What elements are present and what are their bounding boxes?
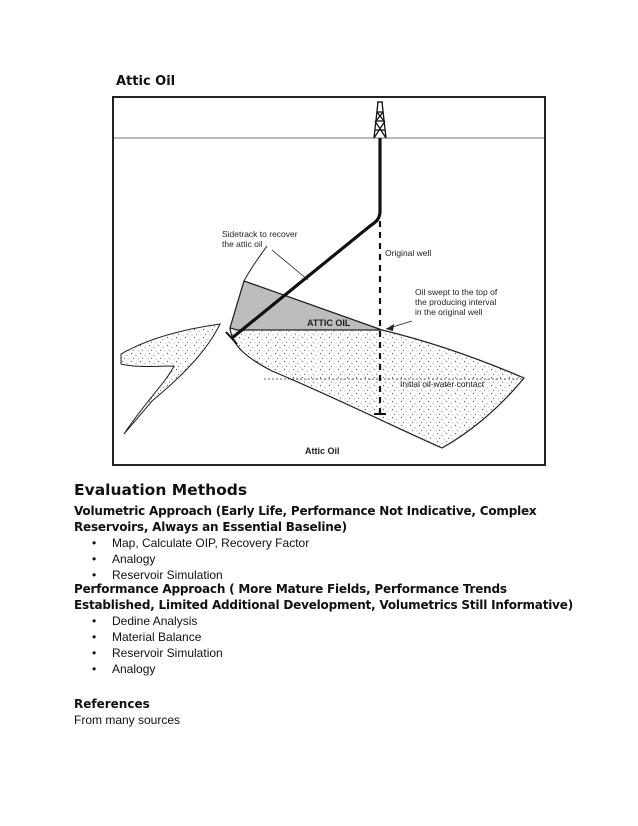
- bullet: •: [92, 536, 97, 550]
- bullet: •: [92, 568, 97, 582]
- list-item-text: Dedine Analysis: [112, 614, 198, 628]
- list-item-text: Analogy: [112, 662, 156, 676]
- bullet: •: [92, 630, 97, 644]
- label-swept-1: Oil swept to the top of: [415, 287, 498, 297]
- performance-heading-line-1: Performance Approach ( More Mature Fields, Performance Trends: [74, 582, 507, 596]
- attic-oil-diagram: [112, 96, 546, 466]
- list-item-text: Reservoir Simulation: [112, 568, 223, 582]
- label-swept-2: the producing interval: [415, 297, 497, 307]
- volumetric-heading-line-2: Reservoirs, Always an Essential Baseline): [74, 520, 347, 534]
- list-item-text: Map, Calculate OIP, Recovery Factor: [112, 536, 310, 550]
- label-swept-3: in the original well: [415, 307, 483, 317]
- performance-heading-line-2: Established, Limited Additional Development, Volumetrics Still Informative): [74, 598, 573, 612]
- list-item-text: Material Balance: [112, 630, 202, 644]
- list-item-text: Analogy: [112, 552, 156, 566]
- label-sidetrack-1: Sidetrack to recover: [222, 229, 298, 239]
- performance-list: [74, 613, 223, 677]
- list-item: [74, 535, 309, 551]
- volumetric-list: [74, 535, 309, 583]
- diagram-canvas: [112, 96, 546, 466]
- label-original-well: Original well: [385, 248, 432, 258]
- figure-title: Attic Oil: [116, 74, 176, 89]
- list-item: [74, 645, 223, 661]
- list-item: [74, 551, 309, 567]
- list-item: [74, 629, 223, 645]
- bullet: •: [92, 614, 97, 628]
- references-heading: References: [74, 697, 150, 711]
- bullet: •: [92, 552, 97, 566]
- bullet: •: [92, 646, 97, 660]
- label-sidetrack-2: the attic oil: [222, 239, 263, 249]
- figure-caption: Attic Oil: [305, 446, 340, 456]
- bullet: •: [92, 662, 97, 676]
- performance-heading: [74, 581, 594, 613]
- volumetric-heading: [74, 503, 594, 535]
- label-attic-oil-zone: ATTIC OIL: [307, 318, 351, 328]
- references-text: From many sources: [74, 713, 181, 727]
- volumetric-heading-line-1: Volumetric Approach (Early Life, Performance Not Indicative, Complex: [74, 504, 537, 518]
- section-heading: Evaluation Methods: [74, 481, 248, 499]
- list-item: [74, 661, 223, 677]
- label-owc: Initial oil-water contact: [400, 379, 485, 389]
- list-item-text: Reservoir Simulation: [112, 646, 223, 660]
- list-item: [74, 613, 223, 629]
